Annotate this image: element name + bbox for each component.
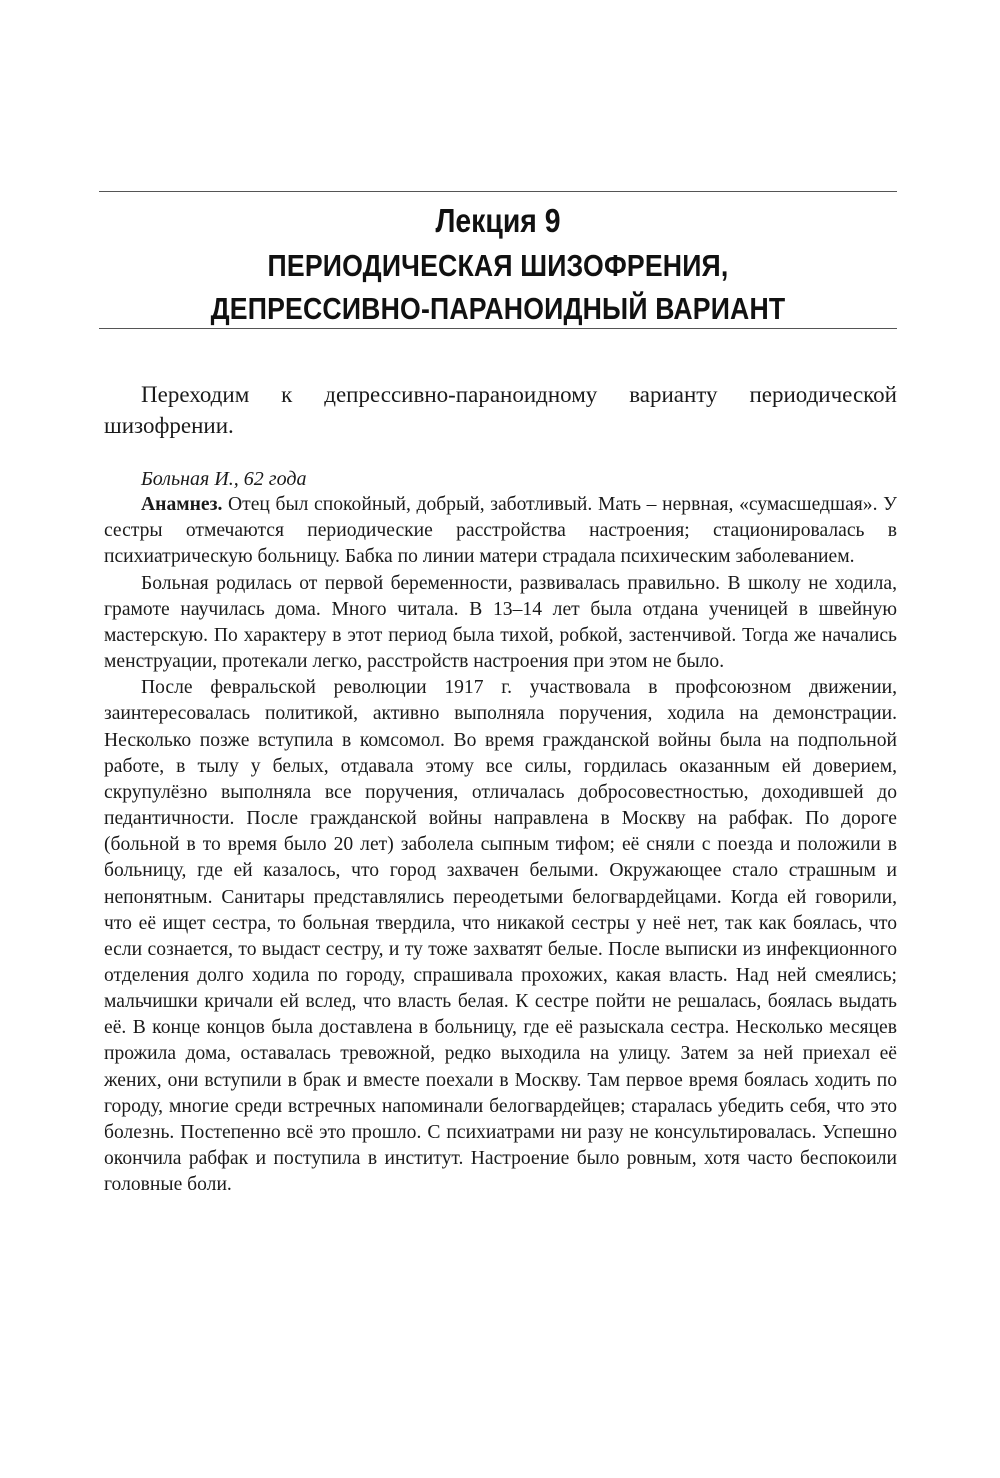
case-body: [104, 466, 897, 1198]
chapter-title-line-1: ПЕРИОДИЧЕСКАЯ ШИЗОФРЕНИЯ,: [267, 248, 729, 283]
paragraph-history: После февральской революции 1917 г. участвовала в профсоюзном движении, заинтересовалась политикой, активно выполняла поручения, ходила на демонстрации. Несколько позже вступила в комсомол. Во время гражданской войны была на подпольной работе, в тылу у белых, отдавала этому все силы, гордилась оказанным ей доверием, скрупулёзно выполняла все поручения, отличалась добросовестностью, доходившей до педантичности. После гражданской войны направлена в Москву на рабфак. По дороге (больной в то время было 20 лет) заболела сыпным тифом; её сняли с поезда и положили в больницу, где ей казалось, что город захвачен белыми. Окружающее стало страшным и непонятным. Санитары представлялись переодетыми белогвардейцами. Когда ей говорили, что её ищет сестра, то больная твердила, что никакой сестры у неё нет, так как боялась, что если сознается, то выдаст сестру, и ту тоже захватят белые. После выписки из инфекционного отделения долго ходила по городу, спрашивала прохожих, какая власть. Над ней смеялись; мальчишки кричали ей вслед, что власть белая. К сестре пойти не решалась, боялась выдать её. В конце концов была доставлена в больницу, где её разыскала сестра. Несколько месяцев прожила дома, оставалась тревожной, редко выходила на улицу. Затем за ней приехал её жених, они вступили в брак и вместе поехали в Москву. Там первое время боялась ходить по городу, многие среди встречных напоминали белогвардейцев; старалась убедить себя, что это болезнь. Постепенно всё это прошло. С психиатрами ни разу не консультировалась. Успешно окончила рабфак и поступила в институт. Настроение было ровным, хотя часто беспокоили головные боли.: [104, 677, 897, 1196]
header-rule-top: [99, 191, 897, 192]
intro-paragraph: Переходим к депрессивно-параноидному варианту периодической шизофрении.: [104, 382, 897, 438]
anamnesis-text: Отец был спокойный, добрый, заботливый. Мать – нервная, «сумасшедшая». У сестры отмечаются периодические расстройства настроения; стационировалась в психиатрическую больницу. Бабка по линии матери страдала психическим заболеванием.: [104, 494, 897, 568]
anamnesis-paragraph: [104, 492, 897, 570]
anamnesis-label: Анамнез.: [141, 494, 223, 516]
lecture-number: Лекция 9: [435, 202, 561, 239]
case-title: Больная И., 62 года: [141, 468, 307, 490]
paragraph-childhood: Больная родилась от первой беременности, развивалась правильно. В школу не ходила, грамоте научилась дома. Много читала. В 13–14 лет была отдана ученицей в швейную мастерскую. По характеру в этот период была тихой, робкой, застенчивой. Тогда же начались менструации, протекали легко, расстройств настроения при этом не было.: [104, 572, 897, 673]
header-rule-bottom: [99, 328, 897, 329]
chapter-title-line-2: ДЕПРЕССИВНО-ПАРАНОИДНЫЙ ВАРИАНТ: [210, 291, 786, 326]
